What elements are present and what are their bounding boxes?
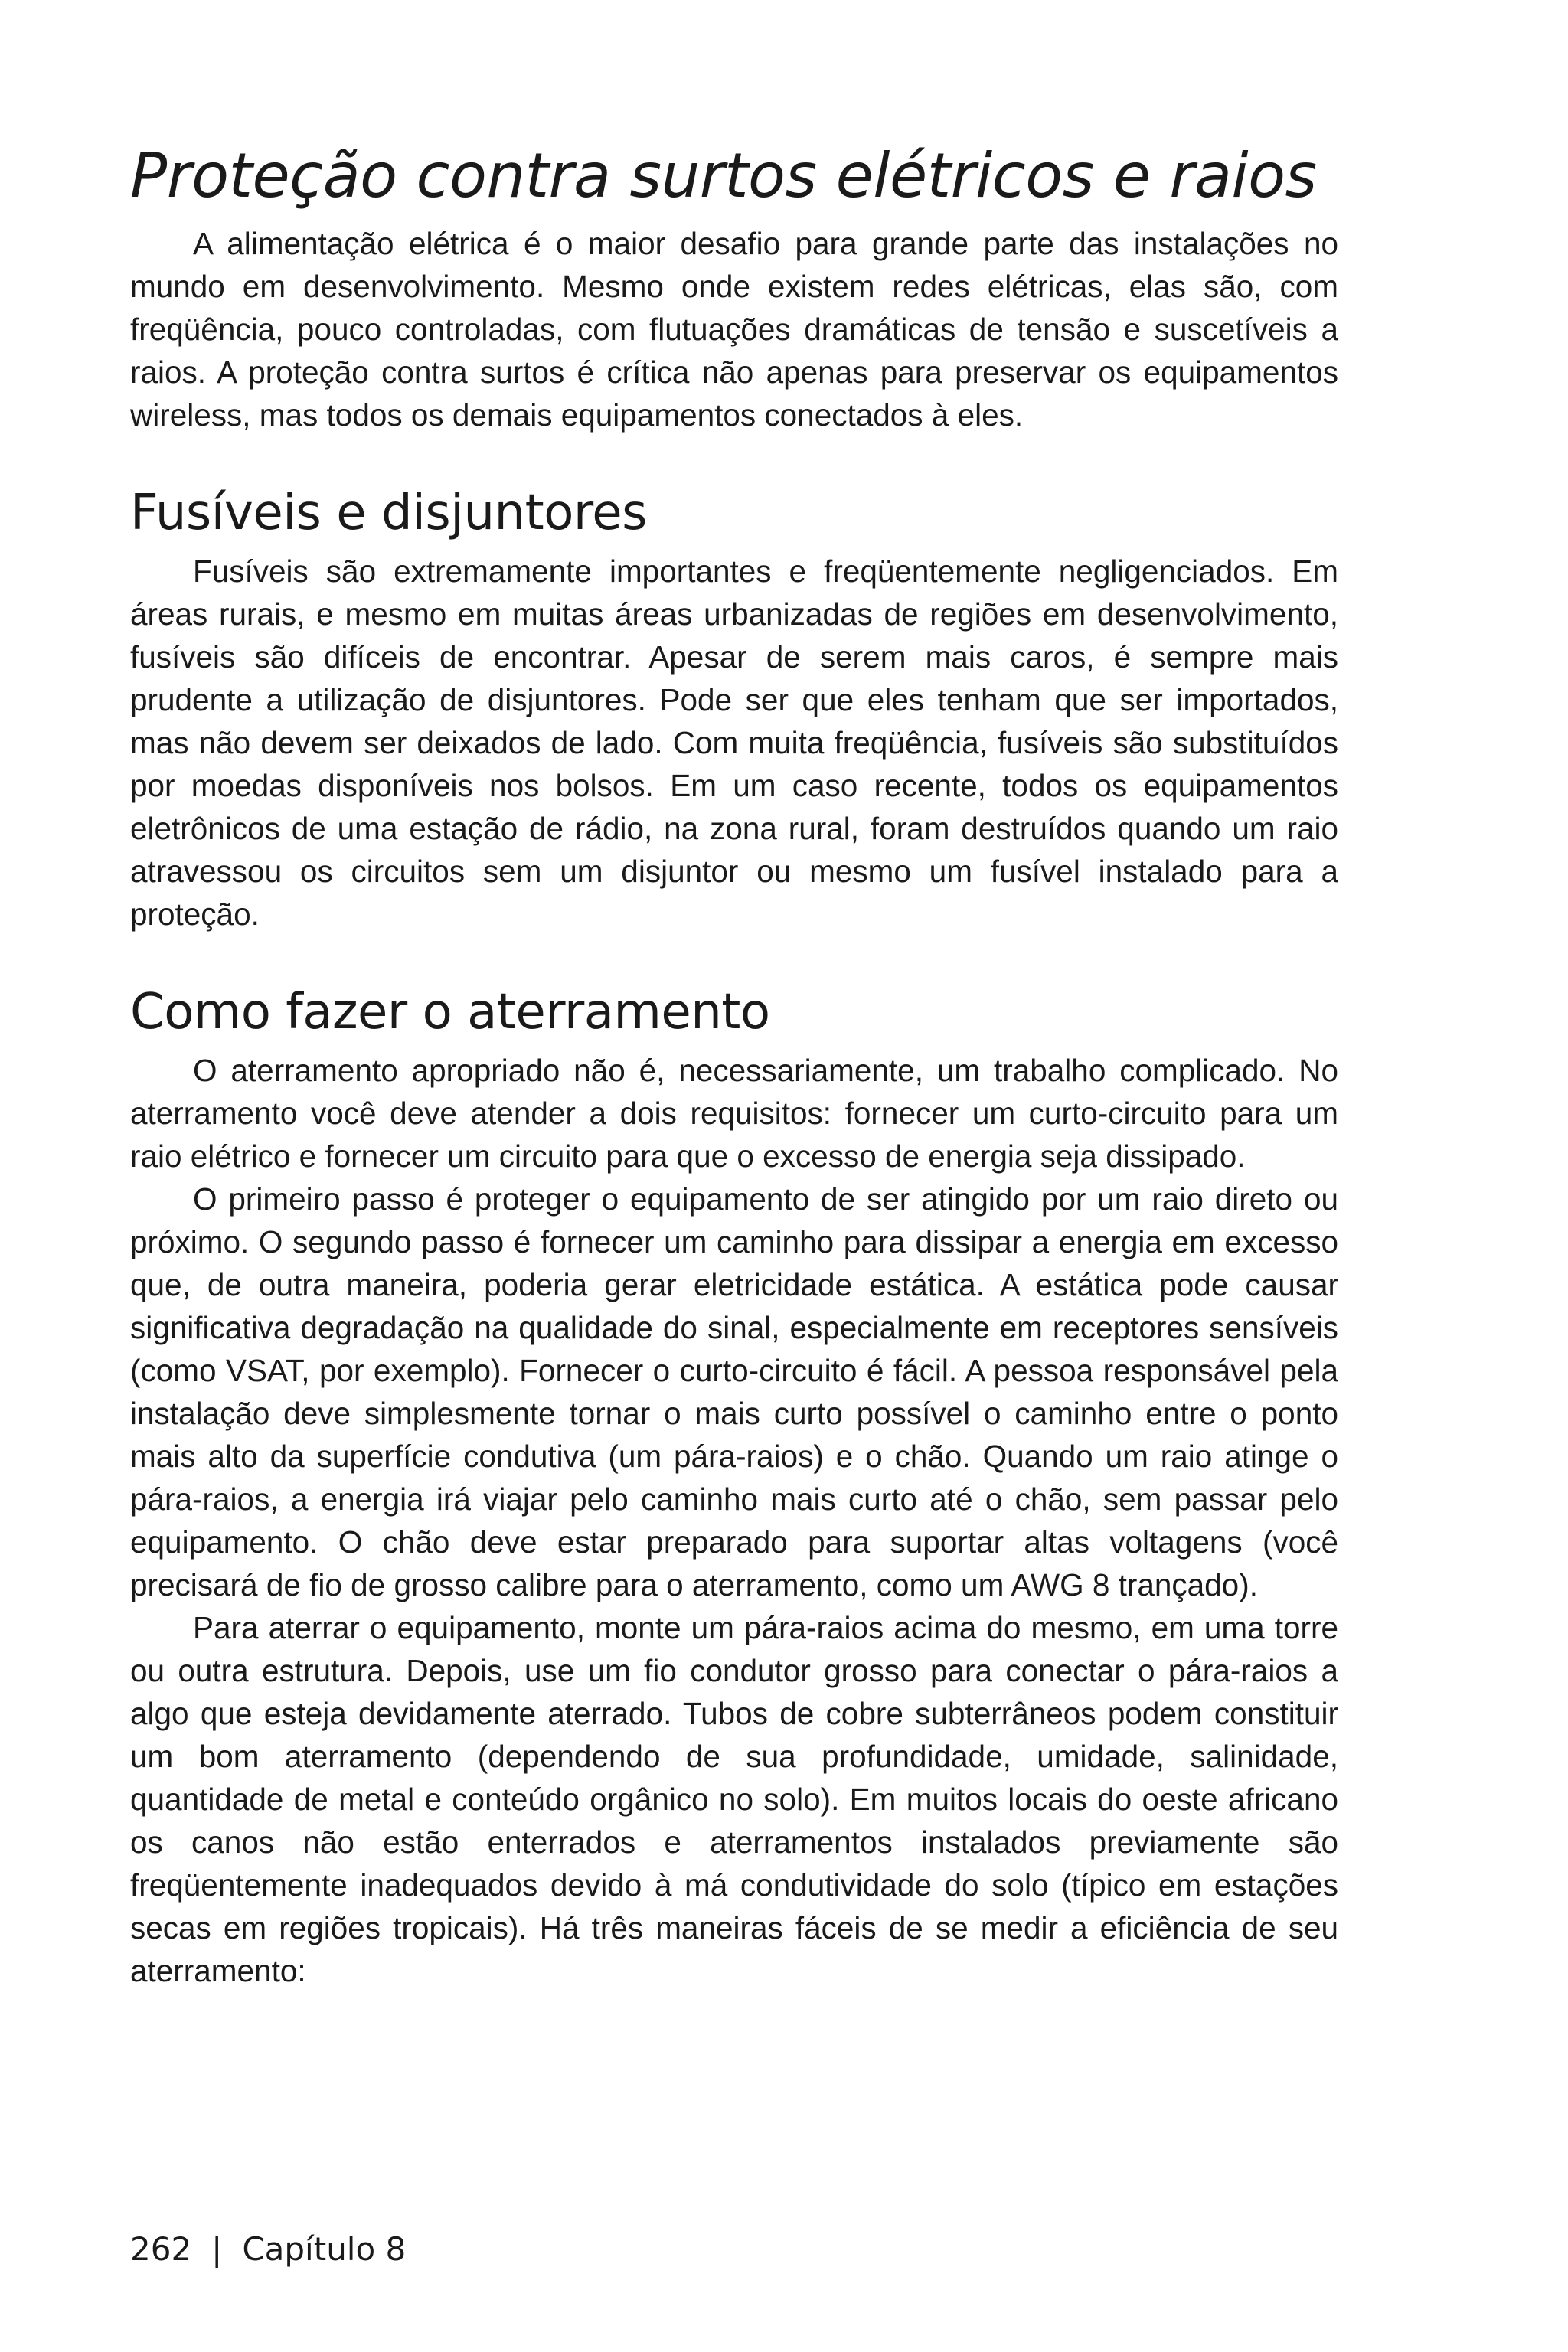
page-number: 262 [130, 2230, 192, 2268]
chapter-label: Capítulo 8 [242, 2230, 407, 2268]
footer-separator: | [211, 2230, 223, 2268]
page-title: Proteção contra surtos elétricos e raios [130, 140, 1317, 211]
page-content [130, 138, 1338, 1992]
intro-paragraph: A alimentação elétrica é o maior desafio para grande parte das instalações no mundo em desenvolvimento. Mesmo onde existem redes elétricas, elas são, com freqüência, pouco controladas, com flutuações dramáticas de tensão e suscetíveis a raios. A proteção contra surtos é crítica não apenas para preservar os equipamentos wireless, mas todos os demais equipamentos conectados à eles. [130, 226, 1338, 433]
page-footer [130, 2228, 406, 2271]
paragraph-fuses: Fusíveis são extremamente importantes e freqüentemente negligenciados. Em áreas rurais, e mesmo em muitas áreas urbanizadas de regiões em desenvolvimento, fusíveis são difíceis de encontrar. Apesar de serem mais caros, é sempre mais prudente a utilização de disjuntores. Pode ser que eles tenham que ser importados, mas não devem ser deixados de lado. Com muita freqüência, fusíveis são substituídos por moedas disponíveis nos bolsos. Em um caso recente, todos os equipamentos eletrônicos de uma estação de rádio, na zona rural, foram destruídos quando um raio atravessou os circuitos sem um disjuntor ou mesmo um fusível instalado para a proteção. [130, 554, 1338, 932]
section-heading-fuses: Fusíveis e disjuntores [130, 485, 647, 541]
section-heading-grounding: Como fazer o aterramento [130, 984, 770, 1040]
paragraph-grounding-2: O primeiro passo é proteger o equipamento de ser atingido por um raio direto ou próximo. O segundo passo é fornecer um caminho para dissipar a energia em excesso que, de outra maneira, poderia gerar eletricidade estática. A estática pode causar significativa degradação na qualidade do sinal, especialmente em receptores sensíveis (como VSAT, por exemplo). Fornecer o curto-circuito é fácil. A pessoa responsável pela instalação deve simplesmente tornar o mais curto possível o caminho entre o ponto mais alto da superfície condutiva (um pára-raios) e o chão. Quando um raio atinge o pára-raios, a energia irá viajar pelo caminho mais curto até o chão, sem passar pelo equipamento. O chão deve estar preparado para suportar altas voltagens (você precisará de fio de grosso calibre para o aterramento, como um AWG 8 trançado). [130, 1181, 1338, 1602]
paragraph-grounding-1: O aterramento apropriado não é, necessariamente, um trabalho complicado. No aterramento você deve atender a dois requisitos: fornecer um curto-circuito para um raio elétrico e fornecer um circuito para que o excesso de energia seja dissipado. [130, 1053, 1338, 1174]
paragraph-grounding-3: Para aterrar o equipamento, monte um pára-raios acima do mesmo, em uma torre ou outra estrutura. Depois, use um fio condutor grosso para conectar o pára-raios a algo que esteja devidamente aterrado. Tubos de cobre subterrâneos podem constituir um bom aterramento (dependendo de sua profundidade, umidade, salinidade, quantidade de metal e conteúdo orgânico no solo). Em muitos locais do oeste africano os canos não estão enterrados e aterramentos instalados previamente são freqüentemente inadequados devido à má condutividade do solo (típico em estações secas em regiões tropicais). Há três maneiras fáceis de se medir a eficiência de seu aterramento: [130, 1610, 1338, 1988]
